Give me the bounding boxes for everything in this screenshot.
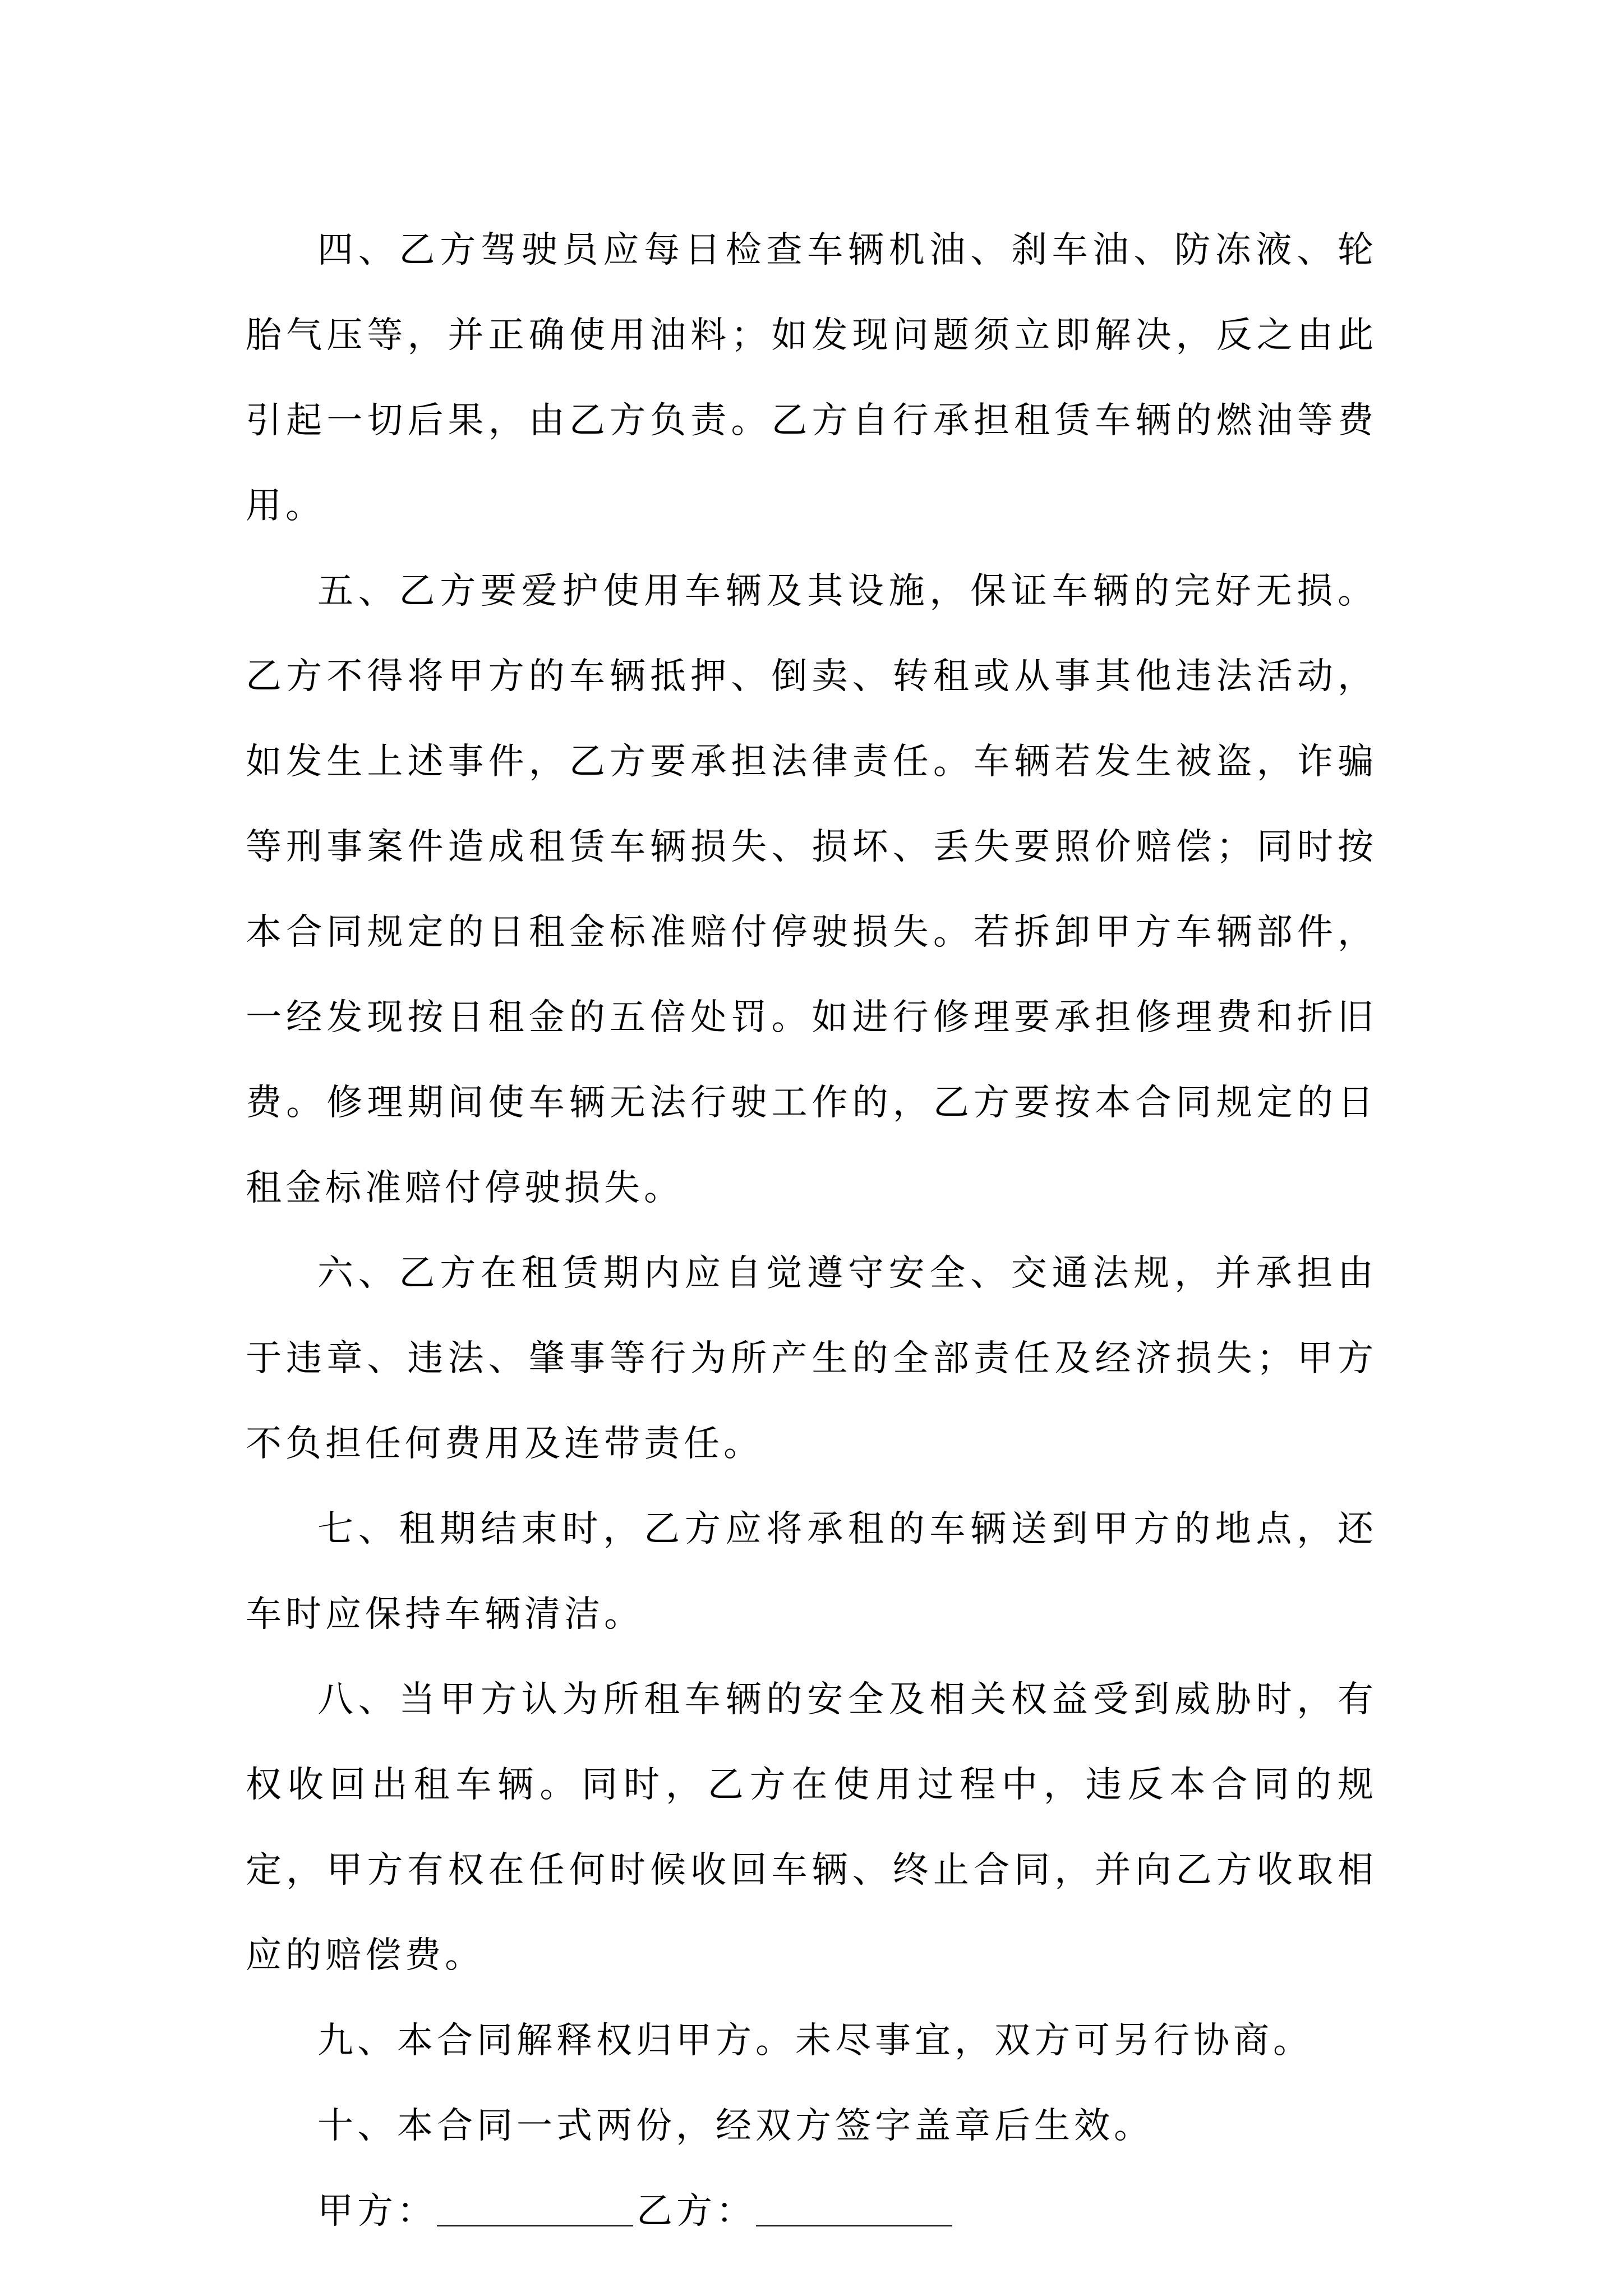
clause-4: 四、乙方驾驶员应每日检查车辆机油、刹车油、防冻液、轮胎气压等，并正确使用油料；如发现问题须立即解决，反之由此引起一切后果，由乙方负责。乙方自行承担租赁车辆的燃油等费用。 [246,229,1377,527]
party-b-label: 乙方： [637,2191,756,2232]
party-a-label: 甲方： [317,2191,437,2232]
contract-body [246,208,1377,2254]
clause-10: 十、本合同一式两份，经双方签字盖章后生效。 [317,2105,1154,2147]
clause-9: 九、本合同解释权归甲方。未尽事宜，双方可另行协商。 [317,2020,1313,2062]
clause-5: 五、乙方要爱护使用车辆及其设施，保证车辆的完好无损。乙方不得将甲方的车辆抵押、倒卖、转租或从事其他违法活动，如发生上述事件，乙方要承担法律责任。车辆若发生被盗，诈骗等刑事案件造成租赁车辆损失、损坏、丢失要照价赔偿；同时按本合同规定的日租金标准赔付停驶损失。若拆卸甲方车辆部件，一经发现按日租金的五倍处罚。如进行修理要承担修理费和折旧费。修理期间使车辆无法行驶工作的，乙方要按本合同规定的日租金标准赔付停驶损失。 [246,570,1377,1209]
party-b-signature-blank [756,2192,952,2226]
clause-8: 八、当甲方认为所租车辆的安全及相关权益受到威胁时，有权收回出租车辆。同时，乙方在使用过程中，违反本合同的规定，甲方有权在任何时候收回车辆、终止合同，并向乙方收取相应的赔偿费。 [246,1679,1377,1976]
signature-line [246,2169,1377,2254]
clause-7: 七、租期结束时，乙方应将承租的车辆送到甲方的地点，还车时应保持车辆清洁。 [246,1508,1377,1635]
party-a-signature-blank [437,2192,633,2226]
clause-6: 六、乙方在租赁期内应自觉遵守安全、交通法规，并承担由于违章、违法、肇事等行为所产生的全部责任及经济损失；甲方不负担任何费用及连带责任。 [246,1253,1377,1465]
